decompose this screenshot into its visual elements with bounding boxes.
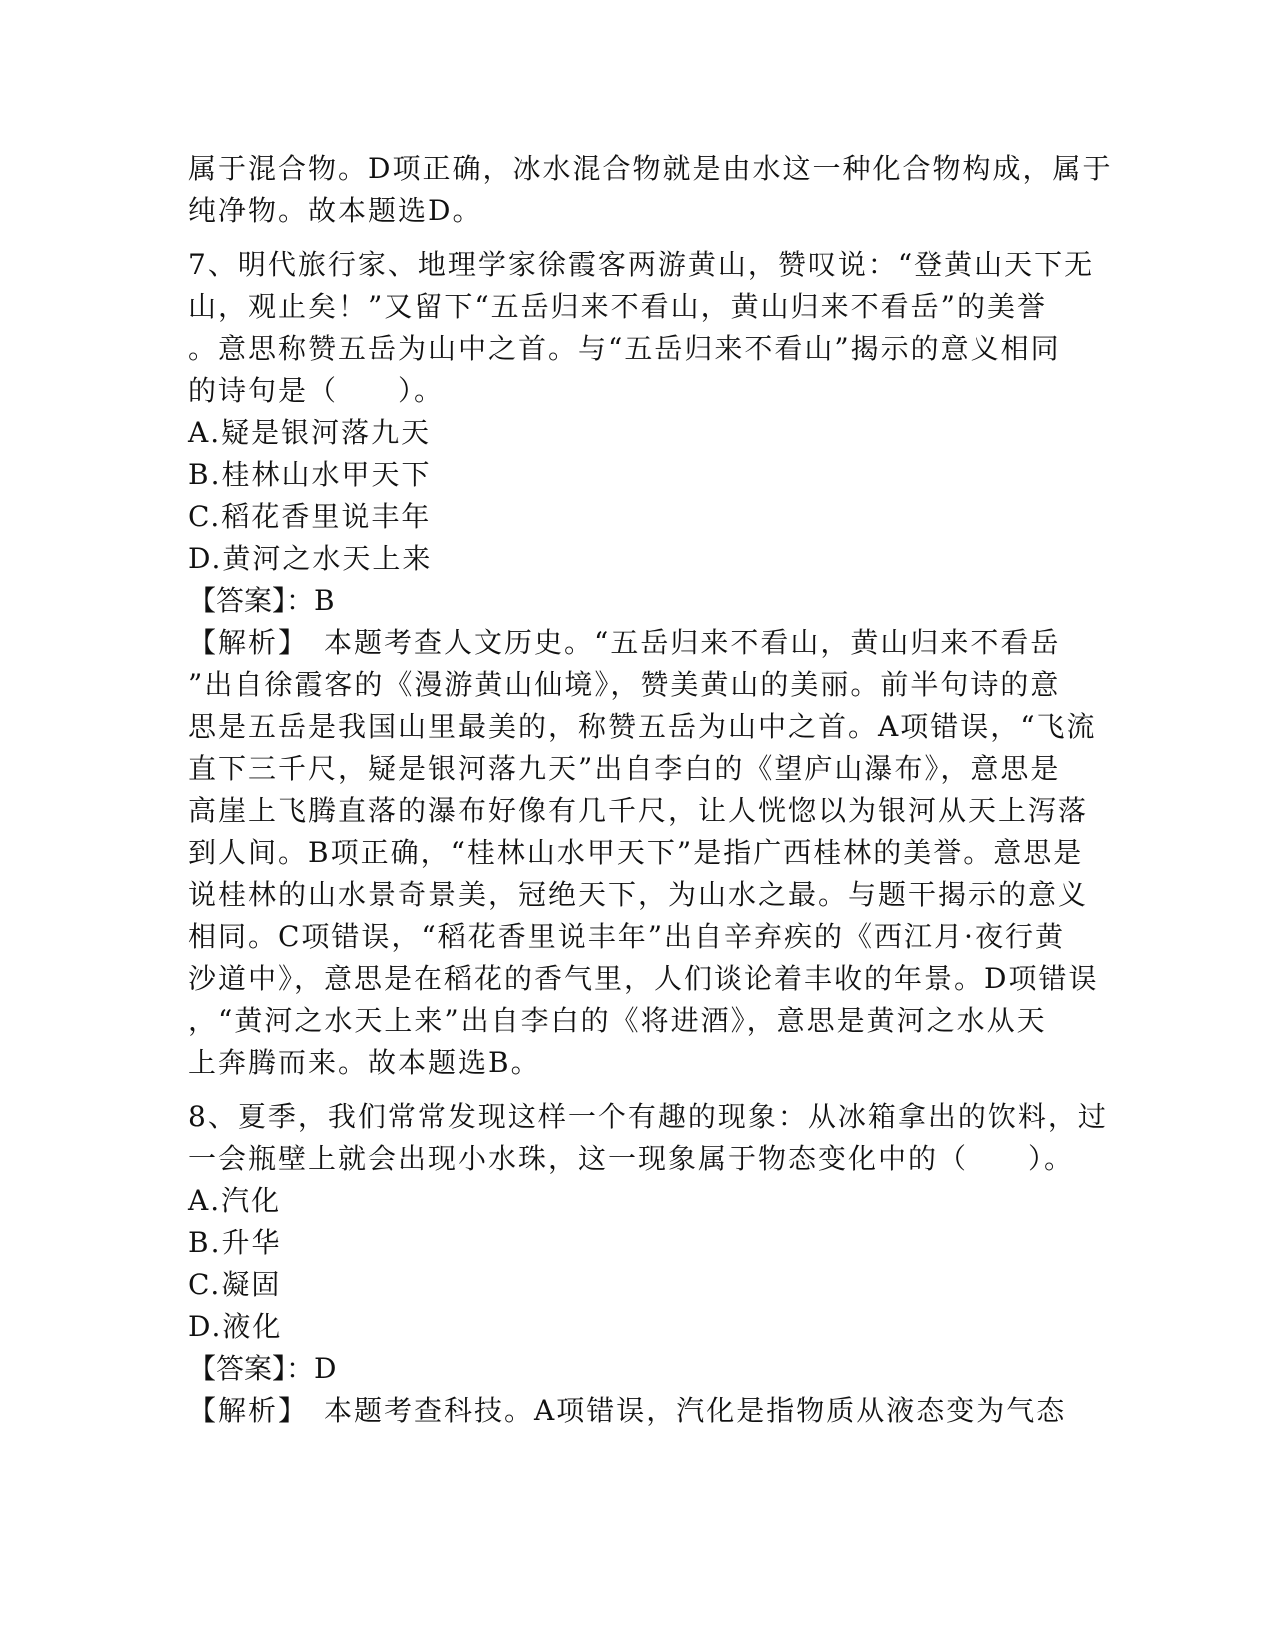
text-line: 山，观止矣！”又留下“五岳归来不看山，黄山归来不看岳”的美誉 <box>188 290 1047 323</box>
text-line: 相同。C项错误，“稻花香里说丰年”出自辛弃疾的《西江月·夜行黄 <box>188 920 1065 953</box>
option-d: D.黄河之水天上来 <box>188 542 433 575</box>
option-b: B.桂林山水甲天下 <box>188 458 432 491</box>
option-a: A.汽化 <box>188 1184 282 1217</box>
answer-label: 【答案】：D <box>188 1352 337 1385</box>
text-line: 8、夏季，我们常常发现这样一个有趣的现象：从冰箱拿出的饮料，过 <box>188 1100 1108 1133</box>
question-7-analysis <box>188 622 1099 1084</box>
text-line: 说桂林的山水景奇景美，冠绝天下，为山水之最。与题干揭示的意义 <box>188 878 1089 911</box>
document-body <box>188 148 1113 1432</box>
question-8-analysis <box>188 1390 1088 1432</box>
text-line: 高崖上飞腾直落的瀑布好像有几千尺，让人恍惚以为银河从天上泻落 <box>188 794 1089 827</box>
answer-label: 【答案】：B <box>188 584 335 617</box>
question-8-options <box>188 1180 1088 1348</box>
question-7-options <box>188 412 1088 580</box>
option-c: C.稻花香里说丰年 <box>188 500 432 533</box>
question-8-stem <box>188 1096 1108 1180</box>
text-line: 7、明代旅行家、地理学家徐霞客两游黄山，赞叹说：“登黄山天下无 <box>188 248 1095 281</box>
question-7 <box>188 244 1099 1084</box>
text-line: 。意思称赞五岳为山中之首。与“五岳归来不看山”揭示的意义相同 <box>188 332 1061 365</box>
text-line: 沙道中》，意思是在稻花的香气里，人们谈论着丰收的年景。D项错误 <box>188 962 1099 995</box>
text-line: 思是五岳是我国山里最美的，称赞五岳为山中之首。A项错误，“飞流 <box>188 710 1097 743</box>
question-8 <box>188 1096 1108 1432</box>
text-line: 纯净物。故本题选D。 <box>188 194 483 227</box>
text-line: 【解析】 本题考查人文历史。“五岳归来不看山，黄山归来不看岳 <box>188 626 1061 659</box>
option-a: A.疑是银河落九天 <box>188 416 432 449</box>
question-7-stem <box>188 244 1095 412</box>
text-line: 直下三千尺，疑是银河落九天”出自李白的《望庐山瀑布》，意思是 <box>188 752 1061 785</box>
text-line: ”出自徐霞客的《漫游黄山仙境》，赞美黄山的美丽。前半句诗的意 <box>188 668 1061 701</box>
text-line: 的诗句是（ ）。 <box>188 374 445 407</box>
prev-analysis-continuation <box>188 148 1113 232</box>
option-c: C.凝固 <box>188 1268 282 1301</box>
text-line: 上奔腾而来。故本题选B。 <box>188 1046 541 1079</box>
text-line: 属于混合物。D项正确，冰水混合物就是由水这一种化合物构成，属于 <box>188 152 1113 185</box>
text-line: 【解析】 本题考查科技。A项错误，汽化是指物质从液态变为气态 <box>188 1394 1067 1427</box>
option-b: B.升华 <box>188 1226 282 1259</box>
text-line: 一会瓶壁上就会出现小水珠，这一现象属于物态变化中的（ ）。 <box>188 1142 1075 1175</box>
text-line: ，“黄河之水天上来”出自李白的《将进酒》，意思是黄河之水从天 <box>188 1004 1047 1037</box>
option-d: D.液化 <box>188 1310 283 1343</box>
text-line: 到人间。B项正确，“桂林山水甲天下”是指广西桂林的美誉。意思是 <box>188 836 1084 869</box>
